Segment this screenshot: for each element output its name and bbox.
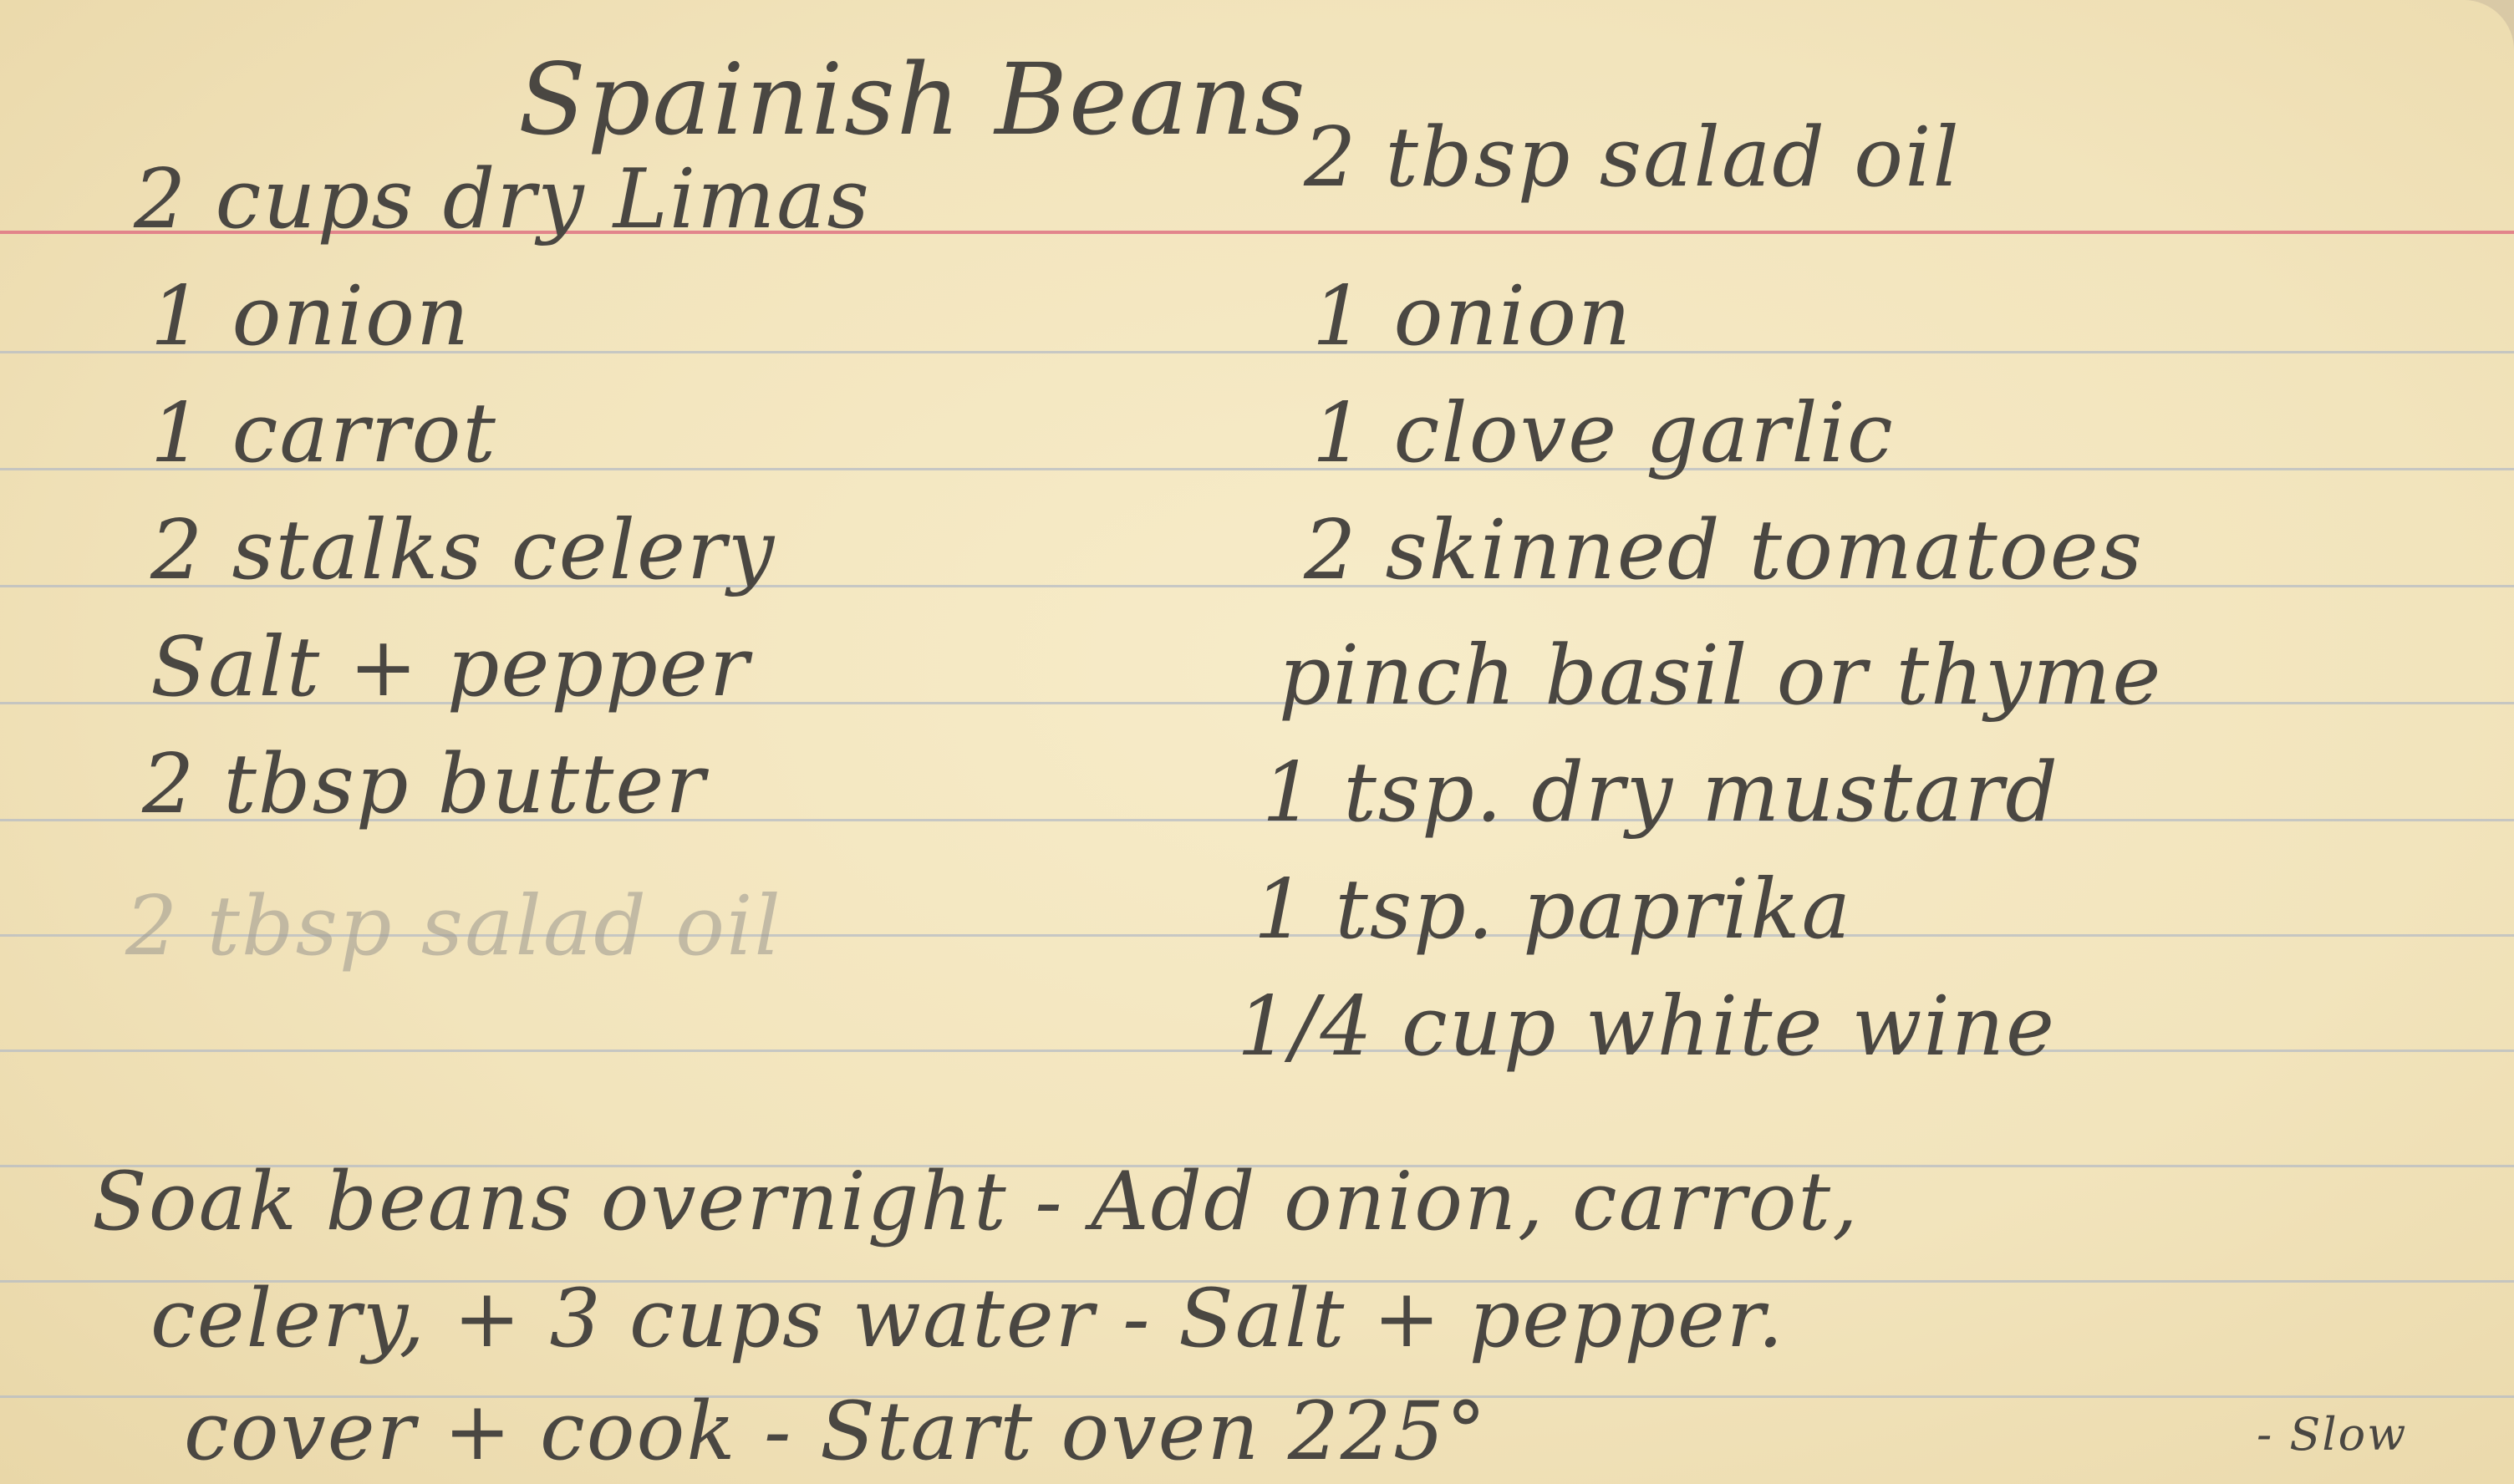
ingredient-left: 1 onion xyxy=(150,269,471,364)
ingredient-right: 1 tsp. dry mustard xyxy=(1262,745,2060,841)
instruction-tail: - Slow xyxy=(2257,1408,2408,1461)
ingredient-left: 1 carrot xyxy=(150,386,497,481)
ingredient-left: Salt + pepper xyxy=(150,620,751,715)
ingredient-right: 2 tbsp salad oil xyxy=(1304,110,1961,206)
ingredient-right: 2 skinned tomatoes xyxy=(1304,503,2145,598)
instruction-line: cover + cook - Start oven 225° xyxy=(184,1385,1488,1478)
instruction-line: Soak beans overnight - Add onion, carrot, xyxy=(92,1155,1860,1248)
ingredient-right: 1 clove garlic xyxy=(1312,386,1895,481)
recipe-title: Spainish Beans xyxy=(518,42,1307,157)
ingredient-left: 2 stalks celery xyxy=(150,503,776,598)
erased-line: 2 tbsp salad oil xyxy=(125,879,782,974)
ingredient-left: 2 cups dry Limas xyxy=(134,152,871,247)
instruction-line: celery, + 3 cups water - Salt + pepper. xyxy=(150,1272,1785,1365)
ingredient-right: pinch basil or thyme xyxy=(1279,628,2163,724)
ingredient-left: 2 tbsp butter xyxy=(142,737,707,832)
ingredient-right: 1 tsp. paprika xyxy=(1254,862,1853,958)
ingredient-right: 1 onion xyxy=(1312,269,1633,364)
ingredient-right: 1/4 cup white wine xyxy=(1237,979,2056,1075)
